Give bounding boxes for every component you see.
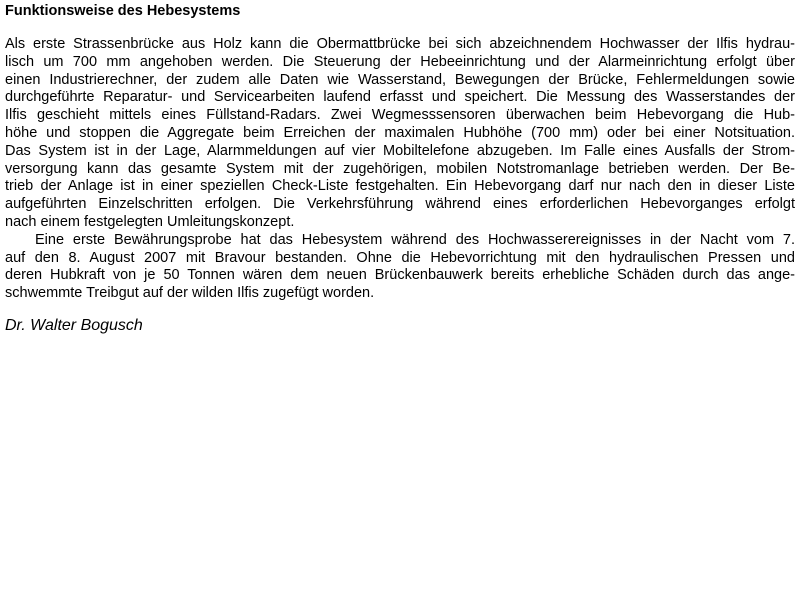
author-signature: Dr. Walter Bogusch: [5, 316, 143, 334]
paragraph-line: nach einem festgelegten Umleitungskonzept.: [5, 213, 295, 230]
paragraph-2: [5, 232, 795, 303]
paragraph-line: schwemmte Treibgut auf der wilden Ilfis zugefügt worden.: [5, 285, 375, 302]
paragraph-line: lisch um 700 mm angehoben werden. Die Steuerung der Hebeeinrichtung und der Alarmeinrichtung erfolgt über: [5, 53, 795, 70]
paragraph-line: Eine erste Bewährungsprobe hat das Hebesystem während des Hochwasserereignisses in der Nacht vom 7.: [35, 231, 795, 248]
paragraph-line: trieb der Anlage ist in einer speziellen Check-Liste festgehalten. Ein Hebevorgang darf nur nach den in dieser Liste: [5, 178, 795, 195]
paragraph-1: [5, 36, 795, 232]
paragraph-line: deren Hubkraft von je 50 Tonnen wären dem neuen Brückenbauwerk bereits erhebliche Schäden durch das ange-: [5, 267, 795, 284]
paragraph-line: auf den 8. August 2007 mit Bravour bestanden. Ohne die Hebevorrichtung mit den hydraulischen Pressen und: [5, 249, 795, 266]
paragraph-line: aufgeführten Einzelschritten erfolgen. Die Verkehrsführung während eines erforderlichen Hebevorganges erfolgt: [5, 196, 795, 213]
paragraph-line: höhe und stoppen die Aggregate beim Erreichen der maximalen Hubhöhe (700 mm) oder bei einer Notsituation.: [5, 124, 795, 141]
paragraph-line: versorgung kann das gesamte System mit der zugehörigen, mobilen Notstromanlage betrieben werden. Der Be-: [5, 160, 795, 177]
document-heading: Funktionsweise des Hebesystems: [5, 3, 241, 19]
paragraph-line: durchgeführte Reparatur- und Servicearbeiten laufend erfasst und speichert. Die Messung des Wasserstandes der: [5, 89, 795, 106]
paragraph-line: einen Industrierechner, der zudem alle Daten wie Wasserstand, Bewegungen der Brücke, Fehlermeldungen sowie: [5, 71, 795, 88]
paragraph-line: Als erste Strassenbrücke aus Holz kann die Obermattbrücke bei sich abzeichnendem Hochwasser der Ilfis hydrau-: [5, 36, 795, 52]
paragraph-line: Das System ist in der Lage, Alarmmeldungen auf vier Mobiltelefone abzugeben. Im Falle eines Ausfalls der Strom-: [5, 142, 795, 159]
paragraph-line: Ilfis geschieht mittels eines Füllstand-Radars. Zwei Wegmesssensoren überwachen beim Hebevorgang die Hub-: [5, 107, 795, 124]
